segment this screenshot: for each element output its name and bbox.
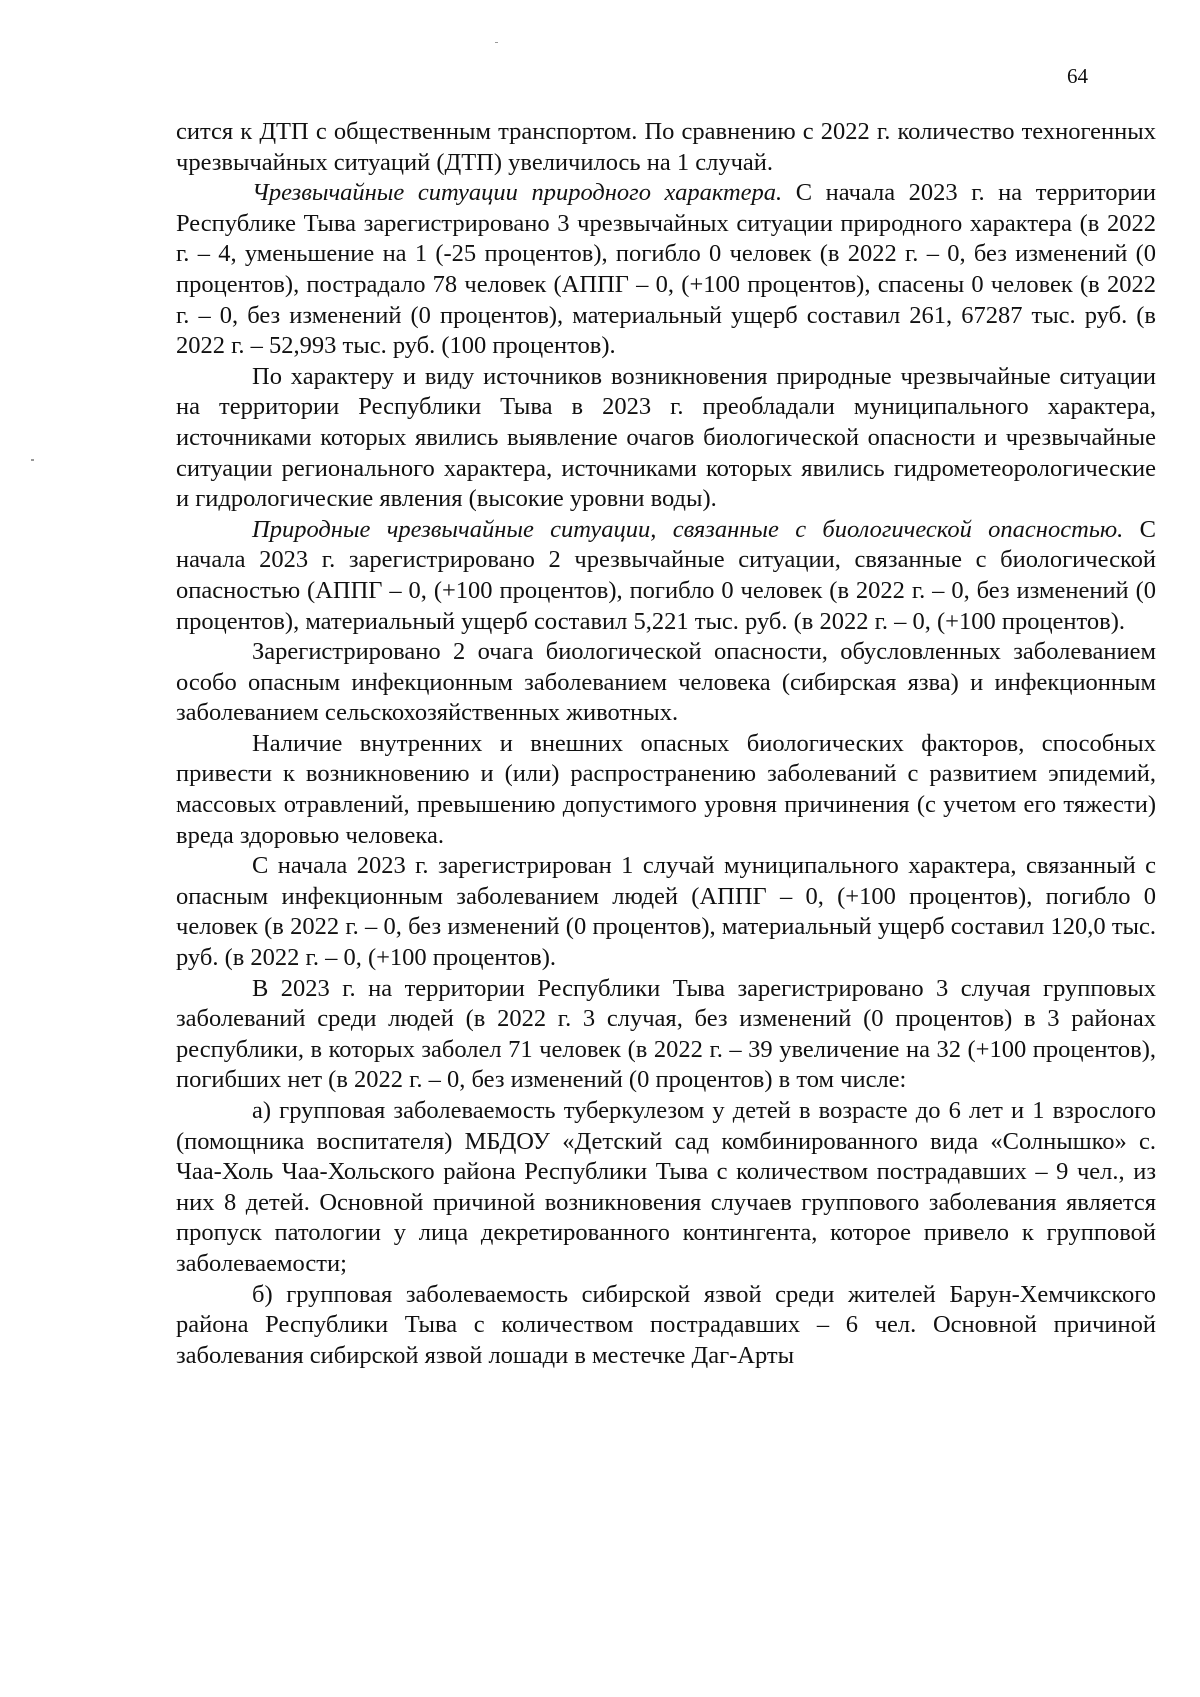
list-item	[176, 1096, 1156, 1280]
paragraph	[176, 851, 1156, 973]
paragraph	[176, 637, 1156, 729]
paragraph-text: С начала 2023 г. зарегистрирован 1 случай муниципального характера, связанный с опасным инфекционным заболеванием людей (АППГ – 0, (+100 процентов), погибло 0 человек (в 2022 г. – 0, без изменений (0 процентов), материальный ущерб составил 120,0 тыс. руб. (в 2022 г. – 0, (+100 процентов).	[176, 852, 1156, 972]
paragraph-text: По характеру и виду источников возникновения природные чрезвычайные ситуации на территории Республики Тыва в 2023 г. преобладали муниципального характера, источниками которых явились выявление очагов биологической опасности и чрезвычайные ситуации регионального характера, источниками которых явились гидрометеорологические и гидрологические явления (высокие уровни воды).	[176, 362, 1156, 513]
list-item	[176, 1280, 1156, 1372]
scan-speck	[495, 42, 498, 43]
paragraph-text: С начала 2023 г. зарегистрировано 2 чрезвычайные ситуации, связанные с биологической опасностью (АППГ – 0, (+100 процентов), погибло 0 человек (в 2022 г. – 0, без изменений (0 процентов), материальный ущерб составил 5,221 тыс. руб. (в 2022 г. – 0, (+100 процентов).	[176, 515, 1156, 635]
paragraph-text: Наличие внутренних и внешних опасных биологических факторов, способных привести к возникновению и (или) распространению заболеваний с развитием эпидемий, массовых отравлений, превышению допустимого уровня причинения (с учетом его тяжести) вреда здоровью человека.	[176, 729, 1156, 849]
page-number: 64	[1067, 64, 1088, 88]
body-text	[176, 117, 1156, 1371]
scan-speck	[31, 459, 34, 461]
paragraph	[176, 515, 1156, 637]
paragraph	[176, 178, 1156, 362]
paragraph-text: С начала 2023 г. на территории Республике Тыва зарегистрировано 3 чрезвычайных ситуации природного характера (в 2022 г. – 4, уменьшение на 1 (-25 процентов), погибло 0 человек (в 2022 г. – 0, без изменений (0 процентов), пострадало 78 человек (АППГ – 0, (+100 процентов), спасены 0 человек (в 2022 г. – 0, без изменений (0 процентов), материальный ущерб составил 261, 67287 тыс. руб. (в 2022 г. – 52,993 тыс. руб. (100 процентов).	[176, 179, 1156, 360]
paragraph-text: В 2023 г. на территории Республики Тыва зарегистрировано 3 случая групповых заболеваний среди людей (в 2022 г. 3 случая, без изменений (0 процентов) в 3 районах республики, в которых заболел 71 человек (в 2022 г. – 39 увеличение на 32 (+100 процентов), погибших нет (в 2022 г. – 0, без изменений (0 процентов) в том числе:	[176, 974, 1156, 1094]
paragraph	[176, 117, 1156, 178]
paragraph-text: б) групповая заболеваемость сибирской язвой среди жителей Барун-Хемчикского района Республики Тыва с количеством пострадавших – 6 чел. Основной причиной заболевания сибирской язвой лошади в местечке Даг-Арты	[176, 1280, 1156, 1369]
paragraph-text: сится к ДТП с общественным транспортом. По сравнению с 2022 г. количество техногенных чрезвычайных ситуаций (ДТП) увеличилось на 1 случай.	[176, 118, 1156, 176]
paragraph-text: а) групповая заболеваемость туберкулезом у детей в возрасте до 6 лет и 1 взрослого (помощника воспитателя) МБДОУ «Детский сад комбинированного вида «Солнышко» с. Чаа-Холь Чаа-Хольского района Республики Тыва с количеством пострадавших – 9 чел., из них 8 детей. Основной причиной возникновения случаев группового заболевания является пропуск патологии у лица декретированного контингента, которое привело к групповой заболеваемости;	[176, 1097, 1156, 1277]
paragraph	[176, 974, 1156, 1096]
paragraph-text: Зарегистрировано 2 очага биологической опасности, обусловленных заболеванием особо опасным инфекционным заболеванием человека (сибирская язва) и инфекционным заболеванием сельскохозяйственных животных.	[176, 638, 1156, 727]
section-heading-natural-emergencies: Чрезвычайные ситуации природного характера.	[252, 179, 783, 207]
paragraph	[176, 729, 1156, 851]
paragraph	[176, 362, 1156, 515]
section-heading-biological-hazard: Природные чрезвычайные ситуации, связанные с биологической опасностью.	[252, 515, 1124, 543]
